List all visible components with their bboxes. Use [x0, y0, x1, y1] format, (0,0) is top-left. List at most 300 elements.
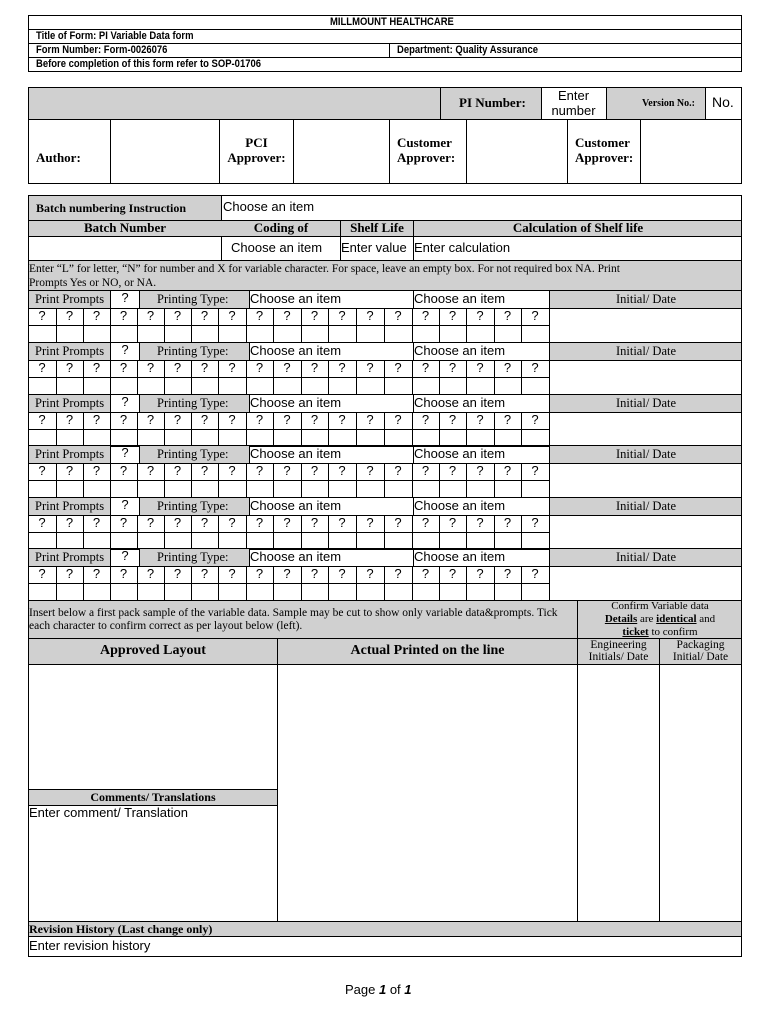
- char-check-cell[interactable]: [138, 326, 164, 342]
- printing-type-select[interactable]: Choose an item: [250, 291, 342, 306]
- char-check-cell[interactable]: [302, 430, 328, 446]
- char-check-cell[interactable]: [247, 584, 273, 600]
- char-check-cell[interactable]: [302, 481, 328, 497]
- char-cell[interactable]: ?: [119, 566, 128, 581]
- char-check-cell[interactable]: [440, 481, 466, 497]
- char-cell[interactable]: ?: [448, 566, 457, 581]
- pci-approver-label-1: PCI: [245, 135, 268, 150]
- char-cell[interactable]: ?: [421, 308, 430, 323]
- print-prompts-value[interactable]: ?: [121, 445, 129, 460]
- char-check-cell[interactable]: [165, 326, 191, 342]
- char-cell[interactable]: ?: [421, 515, 430, 530]
- char-cell[interactable]: ?: [173, 308, 182, 323]
- char-cell[interactable]: ?: [531, 463, 539, 478]
- char-check-cell[interactable]: [219, 430, 246, 446]
- char-cell[interactable]: ?: [421, 566, 430, 581]
- char-cell[interactable]: ?: [255, 515, 264, 530]
- char-check-cell[interactable]: [385, 430, 412, 446]
- char-check-cell[interactable]: [413, 584, 439, 600]
- char-check-cell[interactable]: [84, 481, 110, 497]
- char-cell[interactable]: ?: [476, 463, 484, 478]
- char-cell[interactable]: ?: [338, 412, 346, 427]
- printing-type-select[interactable]: Choose an item: [250, 549, 342, 564]
- char-check-cell[interactable]: [357, 326, 384, 342]
- char-check-cell[interactable]: [192, 430, 218, 446]
- char-cell[interactable]: ?: [200, 566, 209, 581]
- char-cell[interactable]: ?: [476, 360, 484, 375]
- char-check-cell[interactable]: [219, 533, 246, 549]
- char-cell[interactable]: ?: [255, 412, 264, 427]
- char-check-cell[interactable]: [302, 533, 328, 549]
- char-cell[interactable]: ?: [200, 463, 209, 478]
- char-cell[interactable]: ?: [394, 360, 402, 375]
- printing-type-label: Printing Type:: [157, 550, 229, 564]
- char-check-cell[interactable]: [192, 481, 218, 497]
- char-check-cell[interactable]: [413, 481, 439, 497]
- char-check-cell[interactable]: [329, 584, 356, 600]
- char-check-cell[interactable]: [522, 378, 549, 394]
- char-check-cell[interactable]: [274, 378, 301, 394]
- char-check-cell[interactable]: [247, 533, 273, 549]
- char-check-cell[interactable]: [192, 378, 218, 394]
- char-check-cell[interactable]: [467, 430, 494, 446]
- coding-note-line1: Enter “L” for letter, “N” for number and X for variable character. For space, leave an empty box. For not required box NA. Print: [29, 263, 620, 275]
- customer-approver-1-field[interactable]: [467, 120, 567, 183]
- char-cell[interactable]: ?: [338, 308, 346, 323]
- char-check-cell[interactable]: [192, 584, 218, 600]
- char-check-cell[interactable]: [385, 584, 412, 600]
- char-check-cell[interactable]: [495, 584, 521, 600]
- char-cell[interactable]: ?: [200, 412, 209, 427]
- pci-approver-label-2: Approver:: [227, 150, 286, 165]
- page-number: 1: [378, 982, 387, 997]
- calc-shelf-life-header: Calculation of Shelf life: [512, 220, 644, 235]
- char-check-cell[interactable]: [467, 326, 494, 342]
- customer-approver-2-label-2: Approver:: [575, 150, 634, 165]
- char-check-cell[interactable]: [385, 533, 412, 549]
- printing-type-label: Printing Type:: [157, 447, 229, 461]
- char-check-cell[interactable]: [274, 430, 301, 446]
- char-cell[interactable]: ?: [119, 308, 128, 323]
- char-cell[interactable]: ?: [228, 566, 236, 581]
- char-check-cell[interactable]: [138, 584, 164, 600]
- char-cell[interactable]: ?: [146, 463, 155, 478]
- char-cell[interactable]: ?: [283, 566, 291, 581]
- char-cell[interactable]: ?: [200, 360, 209, 375]
- printing-type-select-2[interactable]: Choose an item: [414, 498, 506, 513]
- identical-text: identical: [656, 613, 697, 625]
- char-check-cell[interactable]: [247, 378, 273, 394]
- packaging-header-1: Packaging: [676, 639, 725, 651]
- char-check-cell[interactable]: [84, 378, 110, 394]
- char-cell[interactable]: ?: [394, 412, 402, 427]
- char-check-cell[interactable]: [84, 533, 110, 549]
- char-cell[interactable]: ?: [228, 412, 236, 427]
- char-cell[interactable]: ?: [503, 463, 512, 478]
- customer-approver-2-label-1: Customer: [575, 135, 630, 150]
- char-cell[interactable]: ?: [531, 566, 539, 581]
- char-check-cell[interactable]: [413, 533, 439, 549]
- printing-type-select-2[interactable]: Choose an item: [414, 291, 506, 306]
- char-check-cell[interactable]: [440, 378, 466, 394]
- char-cell[interactable]: ?: [200, 515, 209, 530]
- char-check-cell[interactable]: [329, 481, 356, 497]
- char-cell[interactable]: ?: [65, 566, 74, 581]
- char-check-cell[interactable]: [440, 533, 466, 549]
- char-check-cell[interactable]: [57, 533, 83, 549]
- char-check-cell[interactable]: [467, 533, 494, 549]
- initial-date-field[interactable]: [550, 309, 741, 342]
- char-check-cell[interactable]: [165, 533, 191, 549]
- char-cell[interactable]: ?: [531, 360, 539, 375]
- char-cell[interactable]: ?: [228, 360, 236, 375]
- char-check-cell[interactable]: [192, 533, 218, 549]
- char-check-cell[interactable]: [413, 326, 439, 342]
- print-prompts-label: Print Prompts: [35, 550, 105, 564]
- char-check-cell[interactable]: [57, 481, 83, 497]
- print-prompts-label: Print Prompts: [35, 292, 105, 306]
- char-cell[interactable]: ?: [476, 412, 484, 427]
- approved-layout-area[interactable]: [29, 665, 277, 789]
- char-check-cell[interactable]: [29, 326, 56, 342]
- char-check-cell[interactable]: [357, 378, 384, 394]
- char-cell[interactable]: ?: [255, 463, 264, 478]
- char-cell[interactable]: ?: [119, 360, 128, 375]
- char-cell[interactable]: ?: [531, 515, 539, 530]
- char-check-cell[interactable]: [302, 378, 328, 394]
- printing-type-select[interactable]: Choose an item: [250, 446, 342, 461]
- char-check-cell[interactable]: [467, 481, 494, 497]
- form-title: Title of Form: PI Variable Data form: [36, 30, 194, 42]
- char-cell[interactable]: ?: [503, 360, 512, 375]
- printing-type-select[interactable]: Choose an item: [250, 343, 342, 358]
- char-check-cell[interactable]: [495, 533, 521, 549]
- char-check-cell[interactable]: [111, 430, 137, 446]
- char-cell[interactable]: ?: [503, 412, 512, 427]
- char-cell[interactable]: ?: [119, 515, 128, 530]
- char-cell[interactable]: ?: [531, 412, 539, 427]
- shelf-calc-input[interactable]: Enter calculation: [414, 240, 511, 255]
- char-cell[interactable]: ?: [38, 308, 46, 323]
- char-check-cell[interactable]: [138, 378, 164, 394]
- batch-number-header: Batch Number: [84, 220, 166, 235]
- to-confirm-text: to confirm: [648, 626, 698, 638]
- char-cell[interactable]: ?: [38, 360, 46, 375]
- char-cell[interactable]: ?: [92, 515, 101, 530]
- char-check-cell[interactable]: [165, 430, 191, 446]
- char-check-cell[interactable]: [29, 481, 56, 497]
- char-cell[interactable]: ?: [283, 412, 291, 427]
- char-cell[interactable]: ?: [38, 463, 46, 478]
- char-check-cell[interactable]: [522, 481, 549, 497]
- char-cell[interactable]: ?: [173, 566, 182, 581]
- char-cell[interactable]: ?: [421, 463, 430, 478]
- char-check-cell[interactable]: [165, 481, 191, 497]
- char-check-cell[interactable]: [329, 326, 356, 342]
- char-cell[interactable]: ?: [38, 566, 46, 581]
- print-prompts-value[interactable]: ?: [121, 394, 129, 409]
- char-cell[interactable]: ?: [476, 515, 484, 530]
- char-cell[interactable]: ?: [310, 463, 319, 478]
- coding-header: Coding of: [253, 220, 309, 235]
- char-cell[interactable]: ?: [65, 412, 74, 427]
- char-check-cell[interactable]: [522, 533, 549, 549]
- and-text: and: [696, 613, 716, 625]
- char-check-cell[interactable]: [57, 326, 83, 342]
- actual-printed-area[interactable]: [278, 665, 577, 921]
- char-cell[interactable]: ?: [366, 308, 374, 323]
- char-cell[interactable]: ?: [421, 360, 430, 375]
- char-cell[interactable]: ?: [503, 515, 512, 530]
- char-cell[interactable]: ?: [476, 308, 484, 323]
- char-check-cell[interactable]: [29, 430, 56, 446]
- char-check-cell[interactable]: [111, 481, 137, 497]
- char-cell[interactable]: ?: [421, 412, 430, 427]
- char-cell[interactable]: ?: [338, 463, 346, 478]
- char-cell[interactable]: ?: [146, 360, 155, 375]
- char-check-cell[interactable]: [247, 430, 273, 446]
- page-total: 1: [404, 982, 412, 997]
- engineering-header-2: Initials/ Date: [588, 651, 649, 663]
- author-field[interactable]: [111, 120, 219, 183]
- char-cell[interactable]: ?: [92, 308, 101, 323]
- sample-instruction-line1: Insert below a first pack sample of the variable data. Sample may be cut to show only variable data&prompts. Tick: [29, 607, 558, 619]
- initial-date-field[interactable]: [550, 464, 741, 497]
- initial-date-label: Initial/ Date: [615, 396, 677, 410]
- confirm-variable-line3: [578, 626, 742, 639]
- revision-input[interactable]: Enter revision history: [29, 938, 151, 953]
- pi-number-input[interactable]: Enter number: [551, 88, 596, 118]
- char-check-cell[interactable]: [84, 584, 110, 600]
- print-prompts-value[interactable]: ?: [121, 290, 129, 305]
- printing-type-select[interactable]: Choose an item: [250, 498, 342, 513]
- char-cell[interactable]: ?: [310, 412, 319, 427]
- char-check-cell[interactable]: [357, 481, 384, 497]
- char-cell[interactable]: ?: [310, 308, 319, 323]
- printing-type-select-2[interactable]: Choose an item: [414, 549, 506, 564]
- char-cell[interactable]: ?: [394, 515, 402, 530]
- char-check-cell[interactable]: [329, 533, 356, 549]
- char-check-cell[interactable]: [57, 430, 83, 446]
- char-check-cell[interactable]: [495, 430, 521, 446]
- packaging-initials-area[interactable]: [660, 665, 741, 921]
- char-cell[interactable]: ?: [65, 463, 74, 478]
- char-cell[interactable]: ?: [338, 360, 346, 375]
- char-cell[interactable]: ?: [92, 412, 101, 427]
- initial-date-field[interactable]: [550, 361, 741, 394]
- char-cell[interactable]: ?: [146, 566, 155, 581]
- char-cell[interactable]: ?: [173, 412, 182, 427]
- char-check-cell[interactable]: [440, 584, 466, 600]
- shelf-life-input[interactable]: Enter value: [341, 240, 407, 255]
- initial-date-field[interactable]: [550, 516, 741, 549]
- char-check-cell[interactable]: [357, 430, 384, 446]
- char-check-cell[interactable]: [522, 584, 549, 600]
- char-check-cell[interactable]: [29, 378, 56, 394]
- char-cell[interactable]: ?: [366, 463, 374, 478]
- printing-type-select[interactable]: Choose an item: [250, 395, 342, 410]
- char-cell[interactable]: ?: [366, 566, 374, 581]
- char-cell[interactable]: ?: [531, 308, 539, 323]
- char-cell[interactable]: ?: [338, 515, 346, 530]
- char-check-cell[interactable]: [219, 481, 246, 497]
- char-check-cell[interactable]: [467, 378, 494, 394]
- char-cell[interactable]: ?: [228, 308, 236, 323]
- char-check-cell[interactable]: [522, 430, 549, 446]
- char-check-cell[interactable]: [440, 430, 466, 446]
- char-check-cell[interactable]: [219, 326, 246, 342]
- char-cell[interactable]: ?: [38, 515, 46, 530]
- char-check-cell[interactable]: [495, 326, 521, 342]
- char-check-cell[interactable]: [29, 584, 56, 600]
- char-cell[interactable]: ?: [394, 308, 402, 323]
- char-cell[interactable]: ?: [255, 360, 264, 375]
- engineering-initials-area[interactable]: [578, 665, 659, 921]
- char-check-cell[interactable]: [111, 584, 137, 600]
- char-check-cell[interactable]: [329, 430, 356, 446]
- char-check-cell[interactable]: [165, 584, 191, 600]
- char-check-cell[interactable]: [57, 378, 83, 394]
- char-check-cell[interactable]: [192, 326, 218, 342]
- refer-sop: Before completion of this form refer to SOP-01706: [36, 58, 261, 70]
- initial-date-field[interactable]: [550, 413, 741, 446]
- char-check-cell[interactable]: [111, 326, 137, 342]
- char-check-cell[interactable]: [111, 378, 137, 394]
- confirm-variable-line1: Confirm Variable data: [611, 600, 709, 612]
- char-cell[interactable]: ?: [503, 308, 512, 323]
- char-cell[interactable]: ?: [448, 463, 457, 478]
- char-cell[interactable]: ?: [310, 515, 319, 530]
- char-check-cell[interactable]: [111, 533, 137, 549]
- char-check-cell[interactable]: [522, 326, 549, 342]
- char-cell[interactable]: ?: [448, 515, 457, 530]
- print-prompts-value[interactable]: ?: [121, 342, 129, 357]
- char-cell[interactable]: ?: [366, 515, 374, 530]
- char-check-cell[interactable]: [302, 326, 328, 342]
- char-cell[interactable]: ?: [283, 308, 291, 323]
- char-check-cell[interactable]: [385, 481, 412, 497]
- char-check-cell[interactable]: [138, 481, 164, 497]
- char-check-cell[interactable]: [138, 533, 164, 549]
- char-cell[interactable]: ?: [228, 515, 236, 530]
- char-cell[interactable]: ?: [283, 360, 291, 375]
- char-check-cell[interactable]: [57, 584, 83, 600]
- approved-layout-header: Approved Layout: [100, 643, 206, 658]
- char-cell[interactable]: ?: [65, 360, 74, 375]
- pi-number-label: PI Number:: [459, 95, 526, 110]
- char-cell[interactable]: ?: [146, 412, 155, 427]
- char-cell[interactable]: ?: [228, 463, 236, 478]
- char-check-cell[interactable]: [467, 584, 494, 600]
- char-cell[interactable]: ?: [119, 412, 128, 427]
- char-check-cell[interactable]: [274, 481, 301, 497]
- batch-instruction-select[interactable]: Choose an item: [223, 199, 315, 214]
- printing-type-select-2[interactable]: Choose an item: [414, 343, 506, 358]
- char-check-cell[interactable]: [219, 378, 246, 394]
- char-cell[interactable]: ?: [173, 515, 182, 530]
- char-check-cell[interactable]: [440, 326, 466, 342]
- char-cell[interactable]: ?: [448, 308, 457, 323]
- char-cell[interactable]: ?: [38, 412, 46, 427]
- initial-date-field[interactable]: [550, 567, 741, 600]
- char-check-cell[interactable]: [495, 378, 521, 394]
- char-cell[interactable]: ?: [65, 515, 74, 530]
- char-check-cell[interactable]: [274, 533, 301, 549]
- char-cell[interactable]: ?: [200, 308, 209, 323]
- char-cell[interactable]: ?: [394, 463, 402, 478]
- char-check-cell[interactable]: [247, 326, 273, 342]
- comments-input[interactable]: Enter comment/ Translation: [29, 805, 188, 820]
- customer-approver-2-field[interactable]: [641, 120, 741, 183]
- char-cell[interactable]: ?: [476, 566, 484, 581]
- char-cell[interactable]: ?: [366, 360, 374, 375]
- char-check-cell[interactable]: [495, 481, 521, 497]
- coding-select[interactable]: Choose an item: [231, 240, 323, 255]
- char-cell[interactable]: ?: [173, 360, 182, 375]
- char-cell[interactable]: ?: [92, 566, 101, 581]
- engineering-header-1: Engineering: [590, 639, 647, 651]
- char-cell[interactable]: ?: [448, 360, 457, 375]
- char-check-cell[interactable]: [413, 378, 439, 394]
- comments-header: Comments/ Translations: [90, 790, 216, 804]
- char-cell[interactable]: ?: [255, 308, 264, 323]
- char-cell[interactable]: ?: [283, 515, 291, 530]
- pci-approver-field[interactable]: [294, 120, 389, 183]
- char-check-cell[interactable]: [357, 533, 384, 549]
- char-cell[interactable]: ?: [119, 463, 128, 478]
- char-check-cell[interactable]: [274, 326, 301, 342]
- char-check-cell[interactable]: [165, 378, 191, 394]
- char-cell[interactable]: ?: [310, 360, 319, 375]
- char-check-cell[interactable]: [357, 584, 384, 600]
- print-prompts-value[interactable]: ?: [121, 548, 129, 563]
- version-input[interactable]: No.: [712, 94, 734, 110]
- char-cell[interactable]: ?: [448, 412, 457, 427]
- char-cell[interactable]: ?: [146, 515, 155, 530]
- batch-number-field[interactable]: [29, 237, 221, 260]
- char-check-cell[interactable]: [385, 326, 412, 342]
- char-cell[interactable]: ?: [173, 463, 182, 478]
- char-cell[interactable]: ?: [394, 566, 402, 581]
- char-cell[interactable]: ?: [283, 463, 291, 478]
- char-check-cell[interactable]: [138, 430, 164, 446]
- char-check-cell[interactable]: [329, 378, 356, 394]
- char-cell[interactable]: ?: [366, 412, 374, 427]
- char-check-cell[interactable]: [274, 584, 301, 600]
- print-prompts-value[interactable]: ?: [121, 497, 129, 512]
- char-check-cell[interactable]: [413, 430, 439, 446]
- details-text: Details: [604, 613, 638, 625]
- char-cell[interactable]: ?: [310, 566, 319, 581]
- char-cell[interactable]: ?: [92, 360, 101, 375]
- char-cell[interactable]: ?: [92, 463, 101, 478]
- char-cell[interactable]: ?: [255, 566, 264, 581]
- char-cell[interactable]: ?: [65, 308, 74, 323]
- char-cell[interactable]: ?: [146, 308, 155, 323]
- printing-type-select-2[interactable]: Choose an item: [414, 446, 506, 461]
- char-check-cell[interactable]: [29, 533, 56, 549]
- char-check-cell[interactable]: [385, 378, 412, 394]
- printing-type-select-2[interactable]: Choose an item: [414, 395, 506, 410]
- char-check-cell[interactable]: [84, 326, 110, 342]
- char-check-cell[interactable]: [247, 481, 273, 497]
- char-check-cell[interactable]: [302, 584, 328, 600]
- char-check-cell[interactable]: [84, 430, 110, 446]
- char-check-cell[interactable]: [219, 584, 246, 600]
- char-cell[interactable]: ?: [338, 566, 346, 581]
- printing-type-label: Printing Type:: [157, 499, 229, 513]
- char-cell[interactable]: ?: [503, 566, 512, 581]
